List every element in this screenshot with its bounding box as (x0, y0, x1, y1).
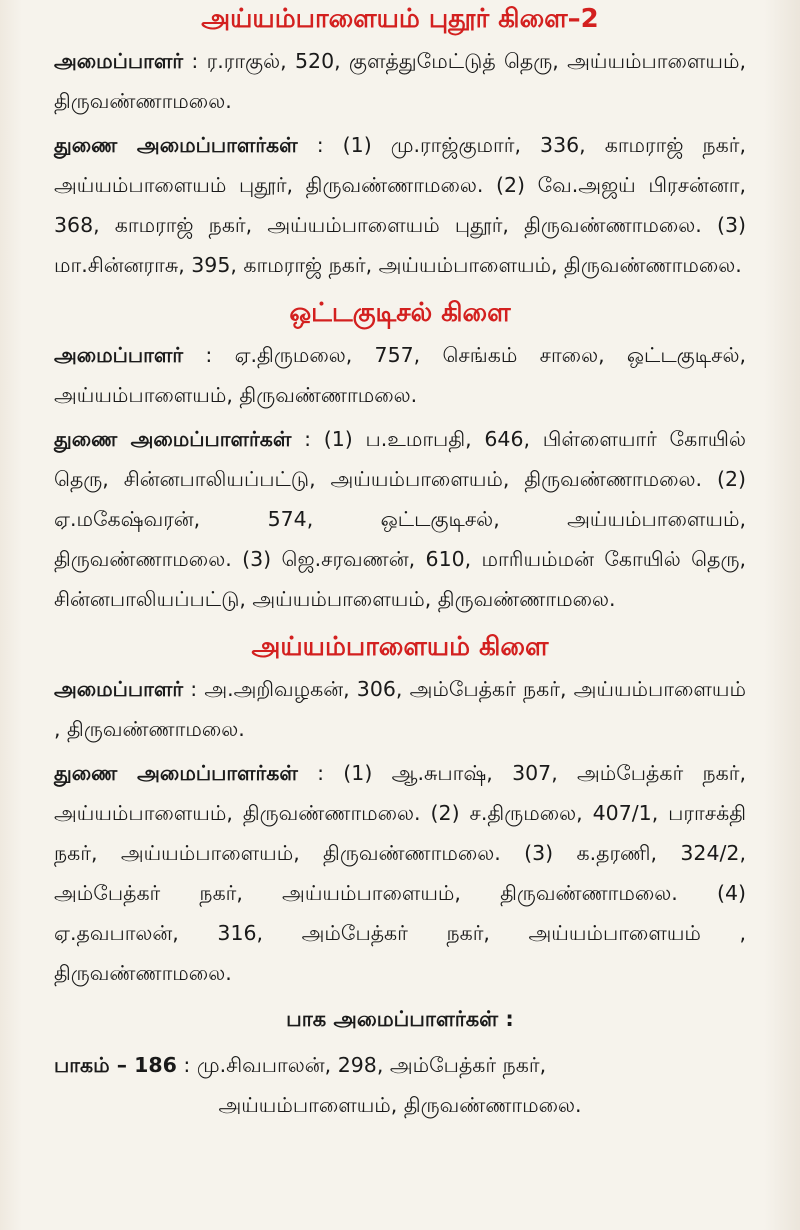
branch-title: அய்யம்பாளையம் கிளை (251, 632, 549, 662)
deputies-paragraph (54, 125, 746, 285)
branch-section (54, 297, 746, 619)
secretary-paragraph (54, 41, 746, 121)
deputies-text: : (1) ஆ.சுபாஷ், 307, அம்பேத்கர் நகர், அய்யம்பாளையம், திருவண்ணாமலை. (2) ச.திருமலை, 407/1, பராசக்தி நகர், அய்யம்பாளையம், திருவண்ணாமலை. (3) க.தரணி, 324/2, அம்பேத்கர் நகர், அய்யம்பாளையம், திருவண்ணாமலை. (4) ஏ.தவபாலன், 316, அம்பேத்கர் நகர், அய்யம்பாளையம் , திருவண்ணாமலை. (54, 761, 746, 985)
secretary-label: அமைப்பாளர் (54, 343, 184, 367)
branch-section (54, 3, 746, 285)
booth-entry-continuation: அய்யம்பாளையம், திருவண்ணாமலை. (218, 1093, 582, 1117)
deputies-label: துணை அமைப்பாளர்கள் (54, 761, 298, 785)
secretary-paragraph (54, 335, 746, 415)
secretary-text: : ஏ.திருமலை, 757, செங்கம் சாலை, ஒட்டகுடிசல், அய்யம்பாளையம், திருவண்ணாமலை. (54, 343, 746, 407)
secretary-label: அமைப்பாளர் (54, 49, 184, 73)
page-edge-right (764, 0, 800, 1230)
booth-entry-text: : மு.சிவபாலன், 298, அம்பேத்கர் நகர், (183, 1053, 547, 1077)
secretary-text: : அ.அறிவழகன், 306, அம்பேத்கர் நகர், அய்யம்பாளையம் , திருவண்ணாமலை. (54, 677, 746, 741)
secretary-paragraph (54, 669, 746, 749)
deputies-paragraph (54, 753, 746, 993)
deputies-label: துணை அமைப்பாளர்கள் (54, 427, 292, 451)
branch-title: ஒட்டகுடிசல் கிளை (289, 298, 511, 328)
deputies-label: துணை அமைப்பாளர்கள் (54, 133, 298, 157)
deputies-text: : (1) ப.உமாபதி, 646, பிள்ளையார் கோயில் தெரு, சின்னபாலியப்பட்டு, அய்யம்பாளையம், திருவண்ணாமலை. (2) ஏ.மகேஷ்வரன், 574, ஒட்டகுடிசல், அய்யம்பாளையம், திருவண்ணாமலை. (3) ஜெ.சரவணன், 610, மாரியம்மன் கோயில் தெரு, சின்னபாலியப்பட்டு, அய்யம்பாளையம், திருவண்ணாமலை. (54, 427, 746, 611)
secretary-text: : ர.ராகுல், 520, குளத்துமேட்டுத் தெரு, அய்யம்பாளையம், திருவண்ணாமலை. (54, 49, 746, 113)
deputies-text: : (1) மு.ராஜ்குமார், 336, காமராஜ் நகர், அய்யம்பாளையம் புதூர், திருவண்ணாமலை. (2) வே.அஜய் பிரசன்னா, 368, காமராஜ் நகர், அய்யம்பாளையம் புதூர், திருவண்ணாமலை. (3) மா.சின்னராசு, 395, காமராஜ் நகர், அய்யம்பாளையம், திருவண்ணாமலை. (54, 133, 746, 277)
article-body (54, 0, 746, 1125)
booth-number: பாகம் – 186 (54, 1053, 177, 1077)
booth-entry (54, 1045, 746, 1085)
page-edge-left (0, 0, 22, 1230)
deputies-paragraph (54, 419, 746, 619)
branch-section (54, 631, 746, 993)
secretary-label: அமைப்பாளர் (54, 677, 184, 701)
booth-heading: பாக அமைப்பாளர்கள் : (286, 1007, 514, 1031)
branch-title: அய்யம்பாளையம் புதூர் கிளை–2 (201, 4, 599, 34)
booth-section (54, 999, 746, 1125)
